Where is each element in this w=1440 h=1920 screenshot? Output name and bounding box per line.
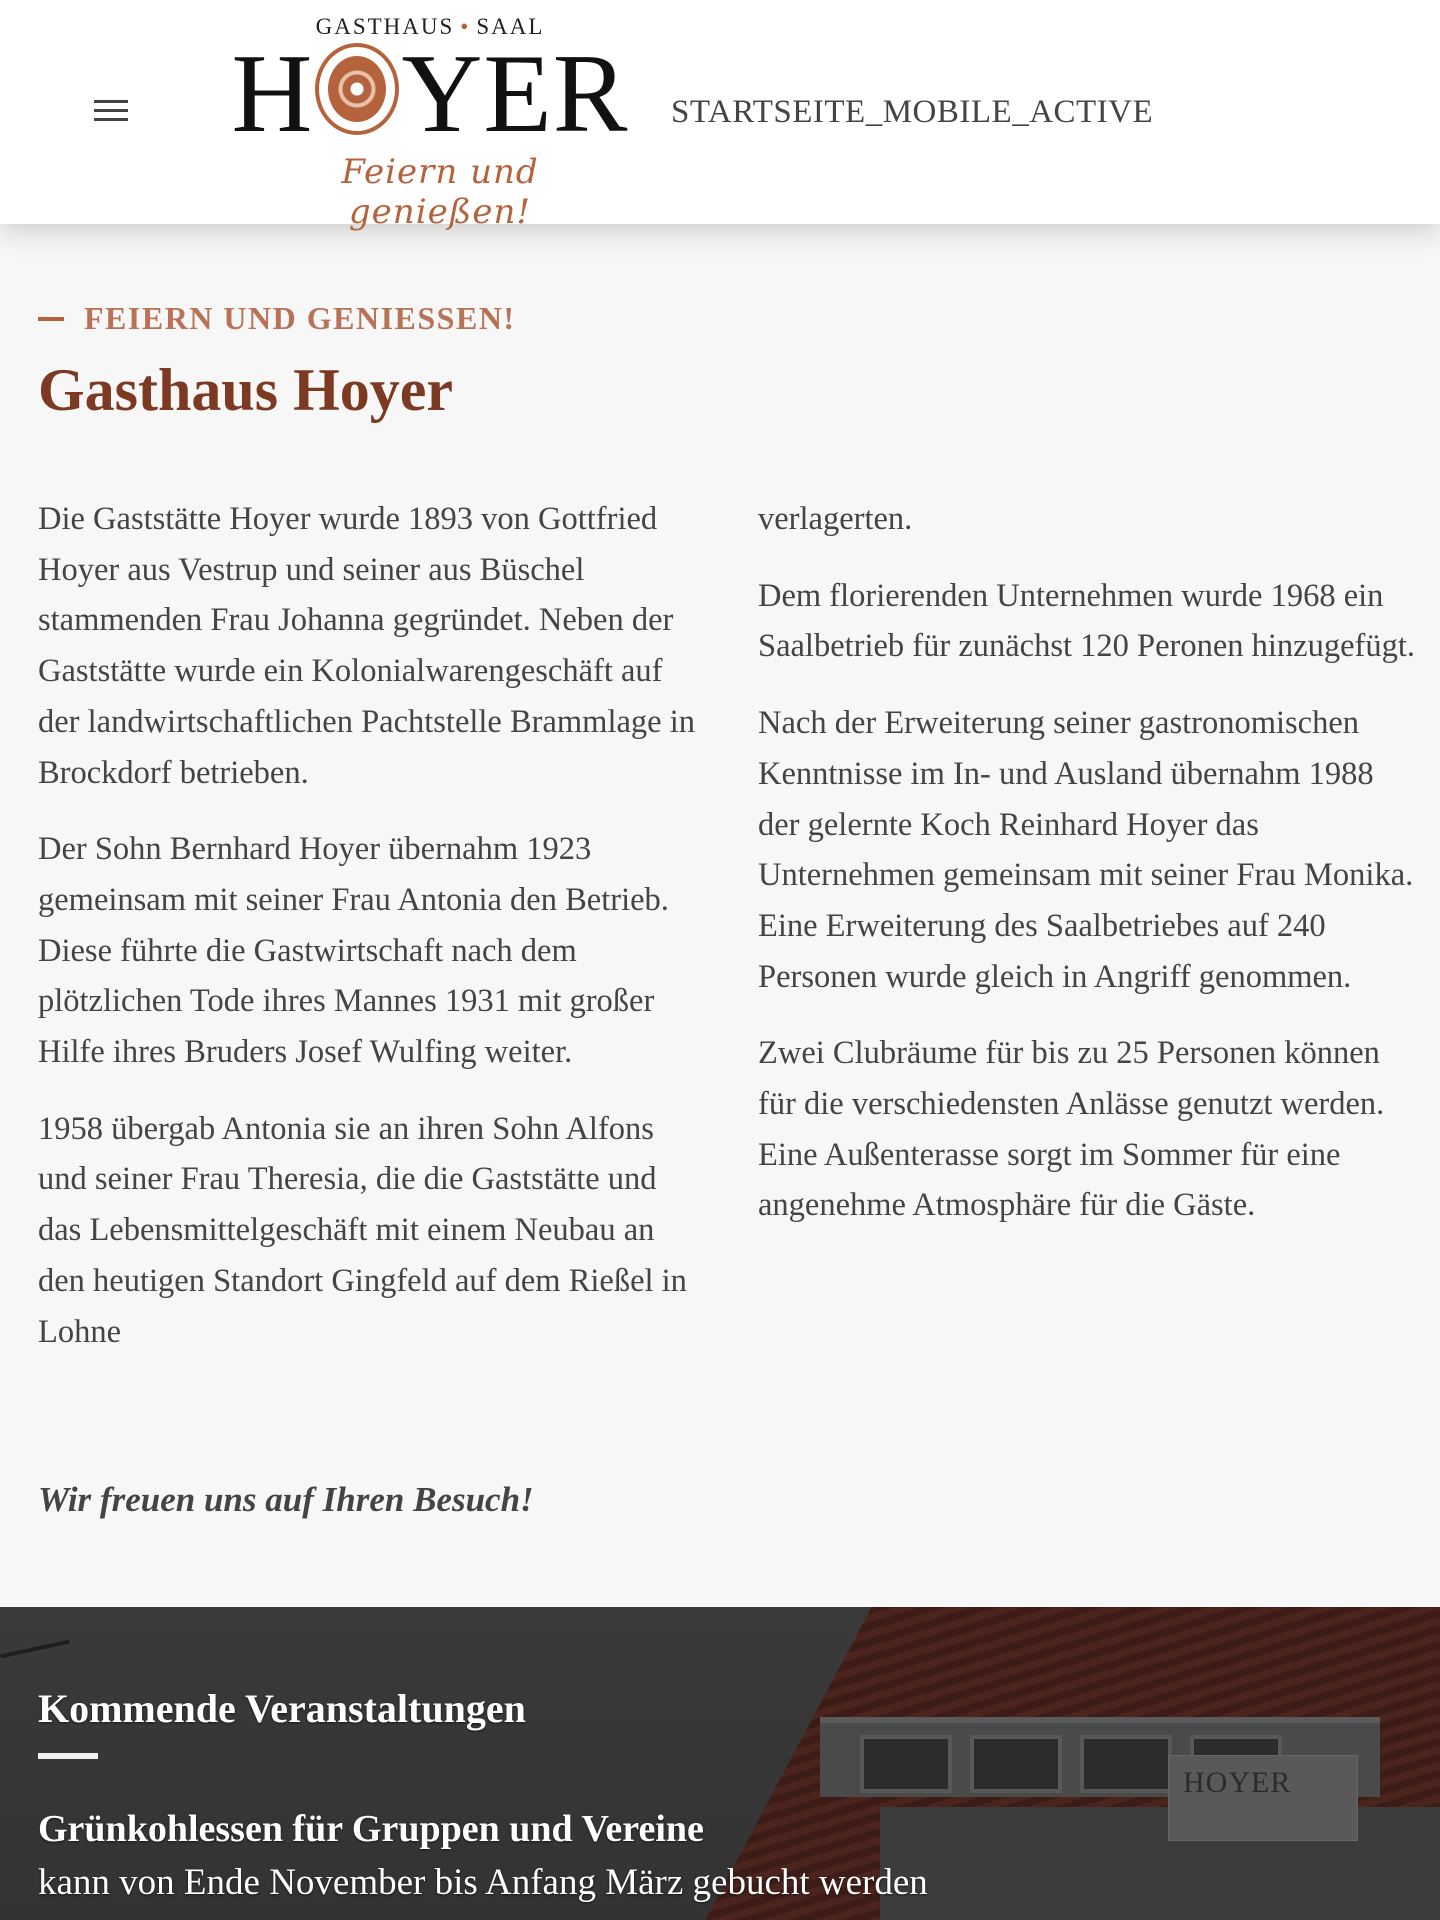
events-title: Kommende Veranstaltungen: [38, 1686, 526, 1731]
eyebrow-text: FEIERN UND GENIESSEN!: [84, 300, 516, 336]
site-header: [0, 0, 1440, 232]
logo-gasthaus-text: GASTHAUS: [315, 14, 455, 39]
closing-line: Wir freuen uns auf Ihren Besuch!: [38, 1480, 534, 1519]
hamburger-menu-icon[interactable]: [94, 100, 130, 126]
history-paragraph: 1958 übergab Antonia sie an ihren Sohn Alfons und seiner Frau Theresia, die die Gaststätte und das Lebensmittelgeschäft mit einem Neubau an den heutigen Standort Gingfeld auf dem Rießel in Lohne: [38, 1110, 687, 1350]
logo-tagline: Feiern und genießen!: [341, 152, 539, 232]
page-title: Gasthaus Hoyer: [38, 357, 454, 423]
eyebrow: [38, 300, 516, 337]
history-paragraph: Die Gaststätte Hoyer wurde 1893 von Gottfried Hoyer aus Vestrup und seiner aus Büschel stammenden Frau Johanna gegründet. Neben der Gaststätte wurde ein Kolonialwarengeschäft auf der landwirtschaftlichen Pachtstelle Brammlage in Brockdorf betrieben.: [38, 501, 695, 791]
upcoming-events-section: [0, 1607, 1440, 1920]
logo-letter-h: H: [231, 32, 314, 156]
history-column-right: [758, 494, 1418, 1257]
logo[interactable]: [220, 10, 640, 232]
history-paragraph: Der Sohn Bernhard Hoyer übernahm 1923 gemeinsam mit seiner Frau Antonia den Betrieb. Diese führte die Gastwirtschaft nach dem plötzlichen Tode ihres Mannes 1931 mit großer Hilfe ihres Bruders Josef Wulfing weiter.: [38, 831, 669, 1071]
history-column-left: [38, 494, 698, 1383]
logo-dot: •: [460, 14, 471, 39]
history-paragraph: verlagerten.: [758, 501, 913, 537]
logo-wordmark: [220, 32, 640, 156]
event-description: kann von Ende November bis Anfang März gebucht werden: [38, 1862, 928, 1903]
nav-active-page-label[interactable]: STARTSEITE_MOBILE_ACTIVE: [671, 94, 1154, 130]
history-paragraph: Zwei Clubräume für bis zu 25 Personen können für die verschiedensten Anlässe genutzt werden. Eine Außenterasse sorgt im Sommer für eine angenehme Atmosphäre für die Gäste.: [758, 1035, 1385, 1224]
ornament-emblem-icon: [315, 43, 399, 135]
event-name[interactable]: Grünkohlessen für Gruppen und Vereine: [38, 1808, 704, 1850]
accent-dash: [38, 317, 64, 321]
title-underline: [38, 1753, 98, 1759]
history-paragraph: Nach der Erweiterung seiner gastronomischen Kenntnisse im In- und Ausland übernahm 1988 der gelernte Koch Reinhard Hoyer das Unternehmen gemeinsam mit seiner Frau Monika. Eine Erweiterung des Saalbetriebes auf 240 Personen wurde gleich in Angriff genommen.: [758, 705, 1414, 995]
history-paragraph: Dem florierenden Unternehmen wurde 1968 ein Saalbetrieb für zunächst 120 Peronen hinzugefügt.: [758, 577, 1416, 665]
logo-saal-text: SAAL: [476, 14, 545, 39]
building-sign: HOYER: [1168, 1755, 1358, 1841]
logo-letters-yer: YER: [401, 32, 629, 156]
